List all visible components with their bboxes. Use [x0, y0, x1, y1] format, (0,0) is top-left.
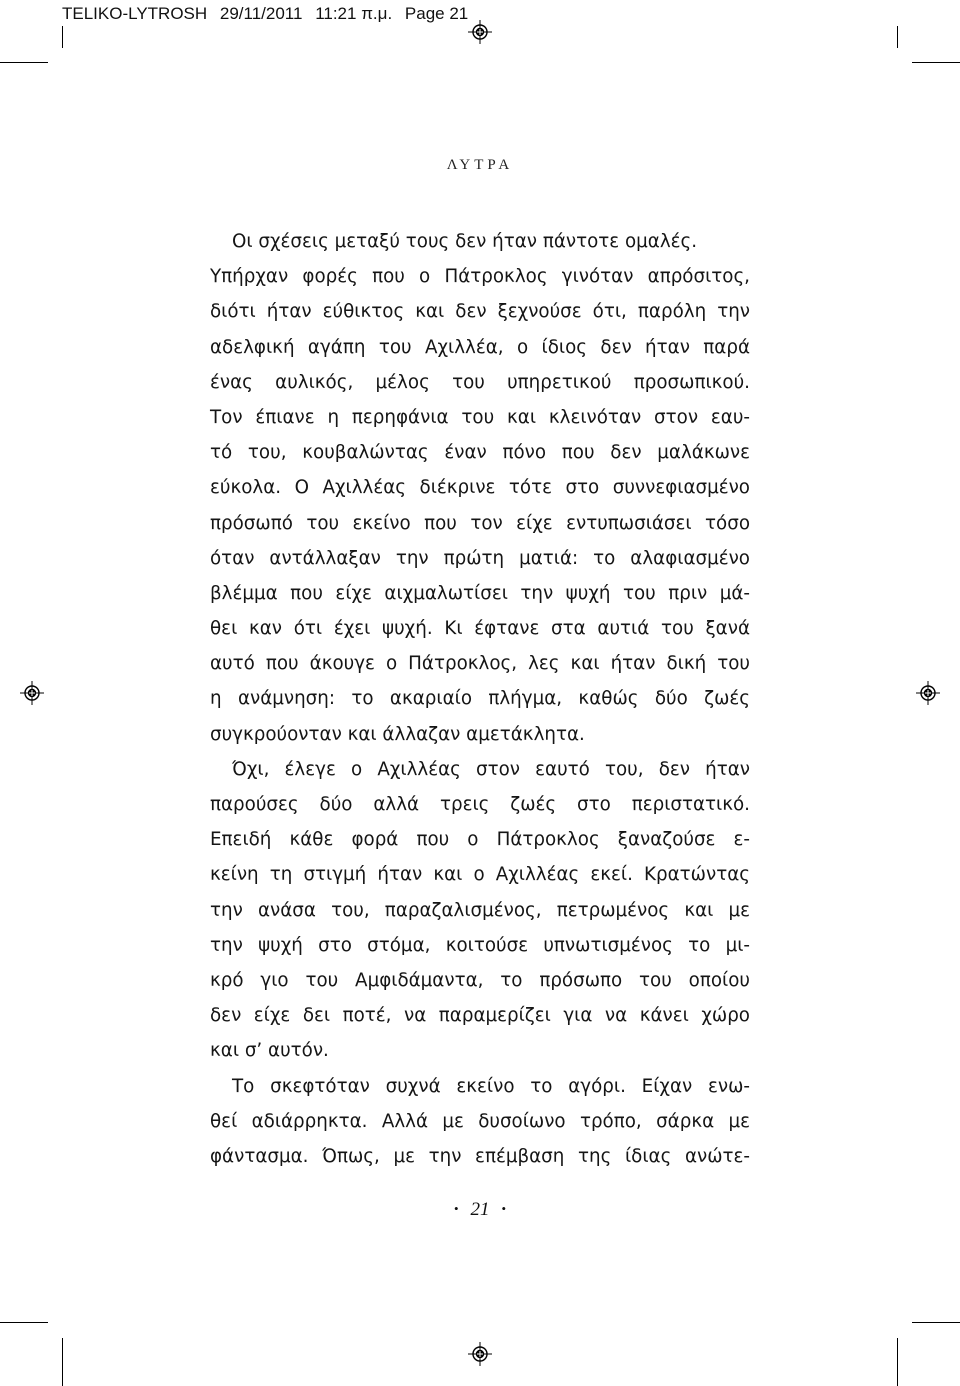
page-folio [0, 1199, 960, 1221]
crop-mark-top-left-h [0, 62, 48, 63]
slug-time: 11:21 π.μ. [315, 4, 393, 23]
text-line: αδελφική αγάπη του Αχιλλέα, ο ίδιος δεν ήταν παρά [210, 336, 750, 358]
printer-slug [62, 4, 476, 24]
text-line: κείνη τη στιγμή ήταν και ο Αχιλλέας εκεί. Κρατώντας [210, 864, 750, 886]
text-line: φάντασμα. Όπως, με την επέμβαση της ίδιας ανώτε- [210, 1145, 750, 1167]
crop-mark-top-right-v [897, 26, 898, 48]
text-line: βλέμμα που είχε αιχμαλωτίσει την ψυχή του πριν μά- [210, 582, 750, 604]
text-line: Οι σχέσεις μεταξύ τους δεν ήταν πάντοτε ομαλές. [232, 231, 698, 252]
crop-mark-bottom-left-h [0, 1322, 48, 1323]
text-line: Επειδή κάθε φορά που ο Πάτροκλος ξαναζούσε ε- [210, 829, 750, 851]
text-line: θεί αδιάρρηκτα. Αλλά με δυσοίωνο τρόπο, σάρκα με [210, 1110, 750, 1132]
registration-mark-icon [916, 681, 940, 705]
text-line: αυτό που άκουγε ο Πάτροκλος, λες και ήταν δική του [210, 653, 750, 675]
text-line: Το σκεφτόταν συχνά εκείνο το αγόρι. Είχαν ενω- [232, 1075, 750, 1097]
text-line: ένας αυλικός, μέλος του υπηρετικού προσωπικού. [210, 371, 750, 393]
body-text [210, 224, 750, 1174]
text-line: εύκολα. Ο Αχιλλέας διέκρινε τότε στο συννεφιασμένο [210, 477, 750, 499]
text-line: παρούσες δύο αλλά τρεις ζωές στο περιστατικό. [210, 794, 750, 815]
text-line: και σ’ αυτόν. [210, 1040, 329, 1062]
text-line: τό του, κουβαλώντας έναν πόνο που δεν μαλάκωνε [210, 442, 750, 464]
crop-mark-bottom-left-v [62, 1338, 63, 1386]
page-number: 21 [470, 1199, 490, 1220]
text-line: Υπήρχαν φορές που ο Πάτροκλος γινόταν απρόσιτος, [210, 266, 750, 288]
text-line: κρό γιο του Αμφιδάμαντα, το πρόσωπο του οποίου [210, 969, 750, 991]
text-line: δεν είχε δει ποτέ, να παραμερίζει για να κάνει χώρο [210, 1005, 750, 1027]
text-line: όταν αντάλλαξαν την πρώτη ματιά: το αλαφιασμένο [210, 547, 750, 569]
text-line: θει καν ότι έχει ψυχή. Κι έφτανε στα αυτιά του ξανά [210, 618, 750, 640]
text-line: την ανάσα του, παραζαλισμένος, πετρωμένος και με [210, 899, 750, 921]
crop-mark-top-left-v [62, 26, 63, 48]
slug-page-label: Page 21 [404, 4, 469, 23]
registration-mark-icon [468, 20, 492, 44]
registration-mark-icon [20, 681, 44, 705]
crop-mark-bottom-right-v [897, 1338, 898, 1386]
text-line: διότι ήταν εύθικτος και δεν ξεχνούσε ότι, παρόλη την [210, 301, 750, 323]
text-line: Όχι, έλεγε ο Αχιλλέας στον εαυτό του, δεν ήταν [232, 758, 750, 780]
text-line: την ψυχή στο στόμα, κοιτούσε υπνωτισμένος το μι- [210, 934, 750, 956]
crop-mark-bottom-right-h [912, 1322, 960, 1323]
text-line: Τον έπιανε η περηφάνια του και κλεινόταν στον εαυ- [210, 406, 750, 428]
running-head: ΛΥΤΡΑ [446, 157, 514, 173]
registration-mark-icon [468, 1342, 492, 1366]
slug-filename: TELIKO-LYTROSH [62, 4, 208, 23]
text-line: συγκρούονταν και άλλαζαν αμετάκλητα. [210, 723, 585, 745]
slug-date: 29/11/2011 [219, 4, 303, 23]
crop-mark-top-right-h [912, 62, 960, 63]
text-line: πρόσωπό του εκείνο που τον είχε εντυπωσιάσει τόσο [210, 512, 750, 534]
text-line: η ανάμνηση: το ακαριαίο πλήγμα, καθώς δύο ζωές [210, 688, 750, 710]
folio-bullet-right: • [501, 1201, 507, 1216]
folio-bullet-left: • [453, 1201, 459, 1216]
